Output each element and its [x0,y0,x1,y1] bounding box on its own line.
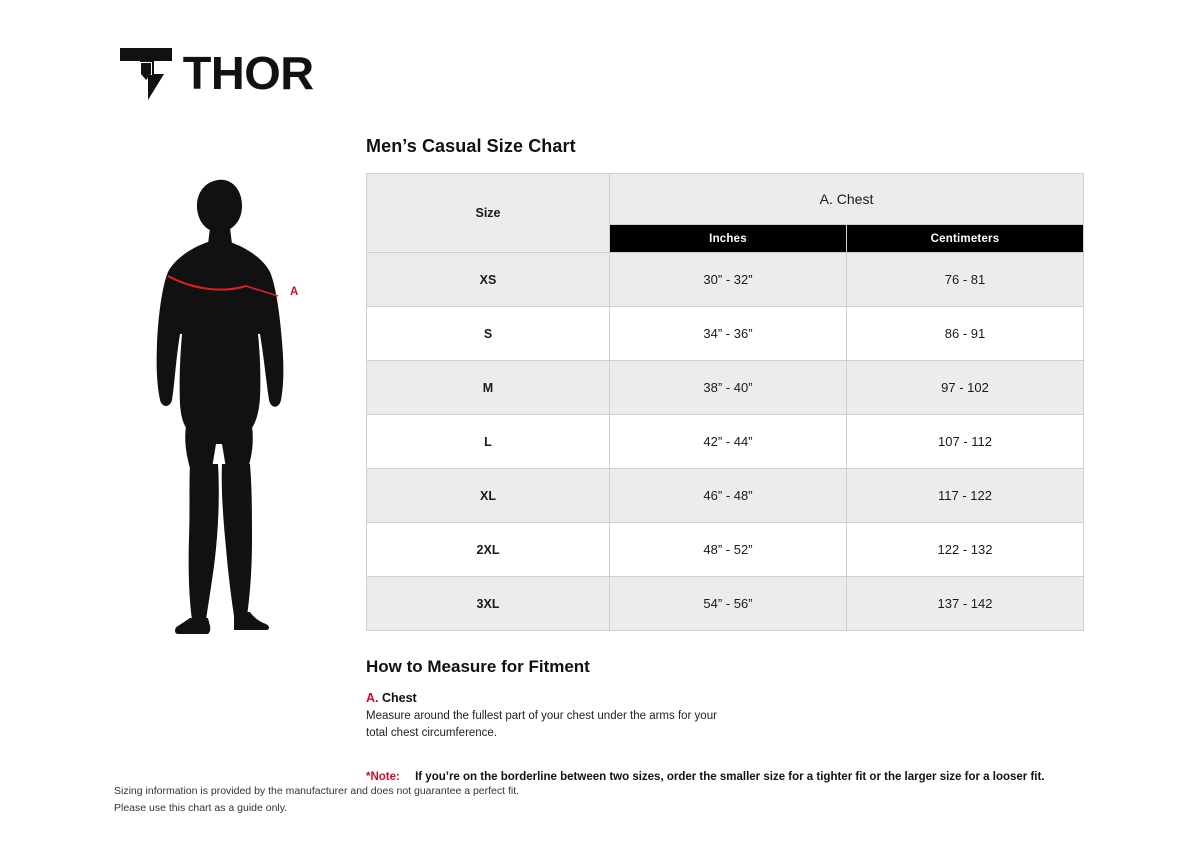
header-chest-group: A. Chest [610,174,1084,225]
cell-size: 2XL [367,523,610,577]
table-row [367,307,1084,361]
cell-size: 3XL [367,577,610,631]
cell-centimeters: 107 - 112 [847,415,1084,469]
header-centimeters: Centimeters [847,225,1084,253]
note-line [366,771,1086,783]
footer-line-1: Sizing information is provided by the manufacturer and does not guarantee a perfect fit. [114,785,520,797]
cell-size: XL [367,469,610,523]
footer-disclaimer [114,783,519,817]
thor-logo-icon [118,44,174,102]
table-row [367,577,1084,631]
table-header-row [367,174,1084,225]
brand-logo [118,44,312,102]
page-title: Men’s Casual Size Chart [366,136,576,156]
cell-centimeters: 137 - 142 [847,577,1084,631]
cell-size: S [367,307,610,361]
table-row [367,415,1084,469]
cell-centimeters: 76 - 81 [847,253,1084,307]
cell-inches: 54” - 56” [610,577,847,631]
cell-inches: 42” - 44” [610,415,847,469]
measure-item-description [366,708,1086,741]
cell-centimeters: 97 - 102 [847,361,1084,415]
cell-inches: 30” - 32” [610,253,847,307]
measure-desc-line2: total chest circumference. [366,726,498,739]
measure-item-chest [366,691,1086,741]
table-row [367,469,1084,523]
measure-item-name: Chest [381,691,417,705]
cell-inches: 34” - 36” [610,307,847,361]
cell-centimeters: 122 - 132 [847,523,1084,577]
measure-item-letter: A. [366,691,379,705]
cell-centimeters: 86 - 91 [847,307,1084,361]
size-chart-table [366,173,1084,631]
note-text: If you’re on the borderline between two sizes, order the smaller size for a tighter fit or the larger size for a looser fit. [415,771,1045,784]
body-figure [130,168,330,648]
note-prefix: *Note: [366,771,400,784]
cell-inches: 48” - 52” [610,523,847,577]
header-inches: Inches [610,225,847,253]
content-column [366,136,1086,783]
brand-name: THOR [182,47,314,99]
table-row [367,361,1084,415]
cell-size: XS [367,253,610,307]
table-row [367,253,1084,307]
cell-size: L [367,415,610,469]
cell-inches: 46” - 48” [610,469,847,523]
cell-inches: 38” - 40” [610,361,847,415]
measure-item-label [366,691,1086,705]
chest-callout-label: A [290,286,299,298]
header-size: Size [367,174,610,253]
measure-desc-line1: Measure around the fullest part of your chest under the arms for your [366,710,717,722]
cell-centimeters: 117 - 122 [847,469,1084,523]
table-row [367,523,1084,577]
cell-size: M [367,361,610,415]
footer-line-2: Please use this chart as a guide only. [114,801,288,814]
measure-section-title: How to Measure for Fitment [366,657,590,676]
